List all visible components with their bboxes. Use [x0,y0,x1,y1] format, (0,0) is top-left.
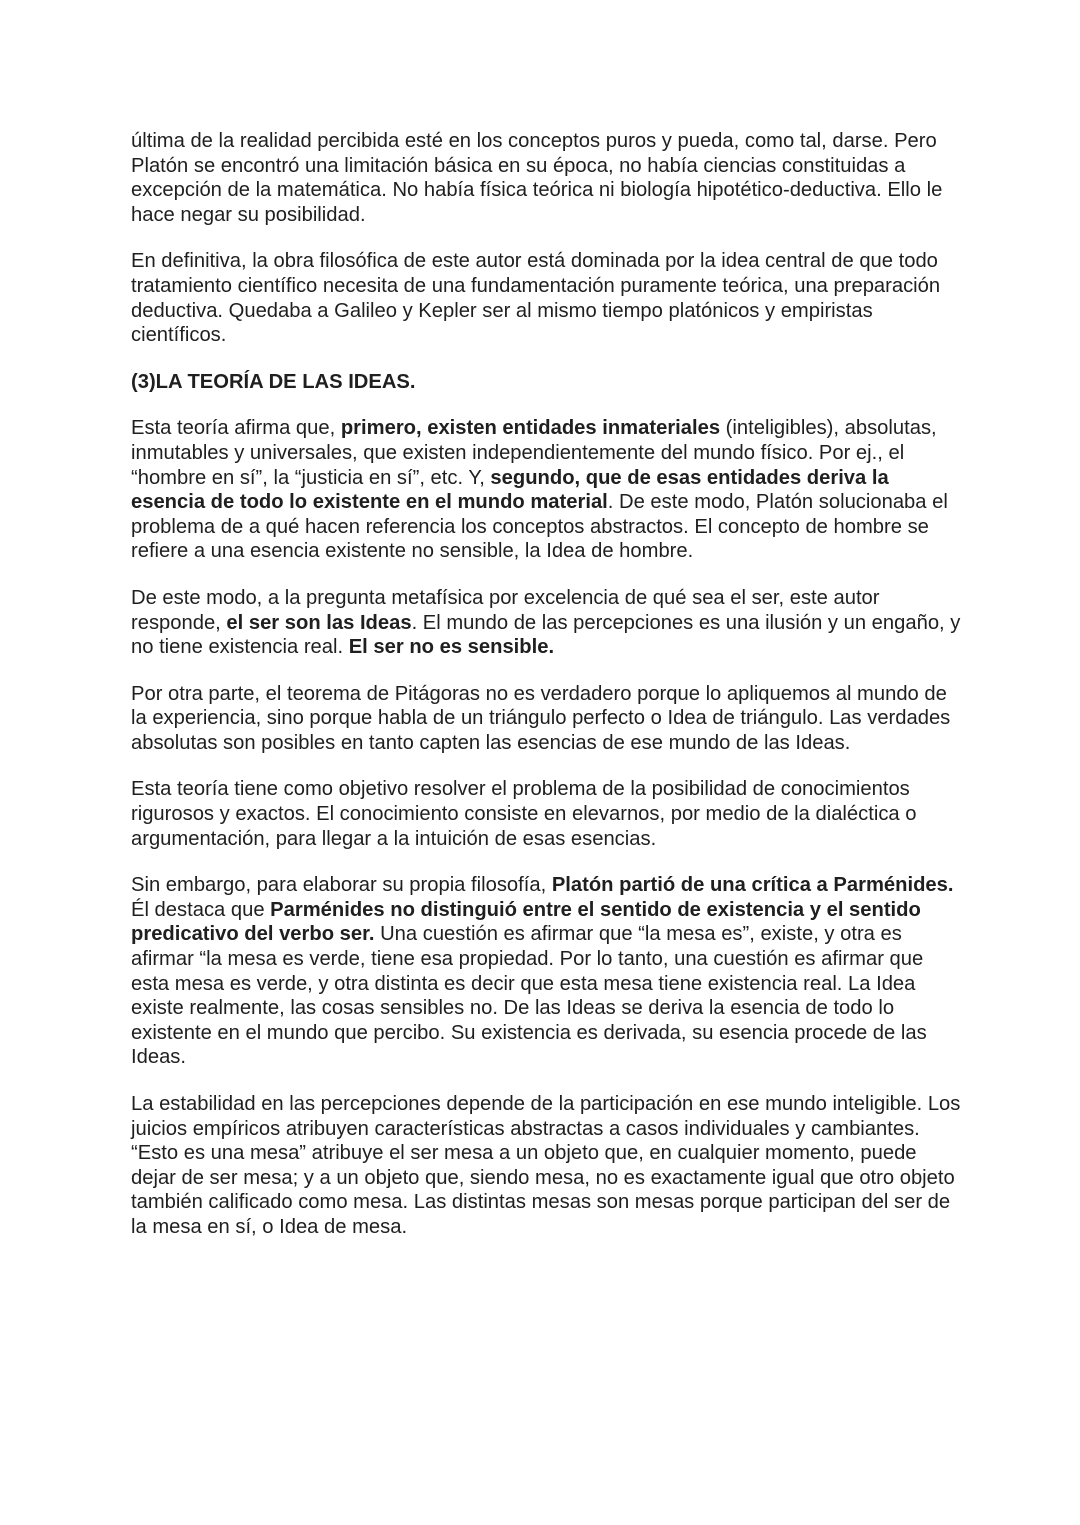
paragraph-pythagoras: Por otra parte, el teorema de Pitágoras no es verdadero porque lo apliquemos al mundo de la experiencia, sino porque habla de un triángulo perfecto o Idea de triángulo. Las verdades absolutas son posibles en tanto capten las esencias de ese mundo de las Ideas. [131,682,951,754]
text-run: Sin embargo, para elaborar su propia filosofía, [131,874,552,897]
text-run: . El mundo de las percepciones es una ilusión y un engaño, y no tiene existencia real. [131,611,961,659]
bold-text-run: Parménides no distinguió entre el sentido de existencia y el sentido predicativo del verbo ser. [131,898,921,946]
document-page [131,129,961,1262]
paragraph-theory-definition [131,416,961,564]
text-run: . De este modo, Platón solucionaba el problema de a qué hacen referencia los conceptos abstractos. El concepto de hombre se refiere a una esencia existente no sensible, la Idea de hombre. [131,491,948,563]
bold-text-run: segundo, que de esas entidades deriva la esencia de todo lo existente en el mundo material [131,466,889,514]
section-heading-theory-of-ideas: (3)LA TEORÍA DE LAS IDEAS. [131,370,416,393]
paragraph-limitation: última de la realidad percibida esté en los conceptos puros y pueda, como tal, darse. Pero Platón se encontró una limitación básica en su época, no había ciencias constituidas a excepción de la matemática. No había física teórica ni biología hipotético-deductiva. Ello le hace negar su posibilidad. [131,130,943,226]
paragraph-objective: Esta teoría tiene como objetivo resolver el problema de la posibilidad de conocimientos rigurosos y exactos. El conocimiento consiste en elevarnos, por medio de la dialéctica o argumentación, para llegar a la intuición de esas esencias. [131,778,917,850]
text-run: Esta teoría afirma que, [131,417,341,440]
bold-text-run: primero, existen entidades inmateriales [340,417,721,440]
paragraph-conclusion: En definitiva, la obra filosófica de este autor está dominada por la idea central de que todo tratamiento científico necesita de una fundamentación puramente teórica, una preparación deductiva. Quedaba a Galileo y Kepler ser al mismo tiempo platónicos y empiristas científicos. [131,250,941,347]
bold-text-run: el ser son las Ideas [226,611,412,634]
bold-text-run: El ser no es sensible. [348,636,555,659]
bold-text-run: Platón partió de una crítica a Parménides. [551,874,954,897]
text-run: (inteligibles), absolutas, inmutables y universales, que existen independientemente del mundo físico. Por ej., el “hombre en sí”, la “justicia en sí”, etc. Y, [131,417,937,489]
text-run: De este modo, a la pregunta metafísica por excelencia de qué sea el ser, este autor responde, [131,586,880,634]
text-run: Una cuestión es afirmar que “la mesa es”, existe, y otra es afirmar “la mesa es verde, tiene esa propiedad. Por lo tanto, una cuestión es afirmar que esta mesa es verde, y otra distinta es decir que esta mesa tiene existencia real. La Idea existe realmente, las cosas sensibles no. De las Ideas se deriva la esencia de todo lo existente en el mundo que percibo. Su existencia es derivada, su esencia procede de las Ideas. [131,923,927,1069]
paragraph-participation: La estabilidad en las percepciones depende de la participación en ese mundo inteligible. Los juicios empíricos atribuyen características abstractas a casos individuales y cambiantes. “Esto es una mesa” atribuye el ser mesa a un objeto que, en cualquier momento, puede dejar de ser mesa; y a un objeto que, siendo mesa, no es exactamente igual que otro objeto también calificado como mesa. Las distintas mesas son mesas porque participan del ser de la mesa en sí, o Idea de mesa. [131,1093,961,1238]
text-run: Él destaca que [131,898,271,921]
paragraph-being-is-ideas [131,586,961,660]
paragraph-critique-parmenides [131,873,961,1070]
